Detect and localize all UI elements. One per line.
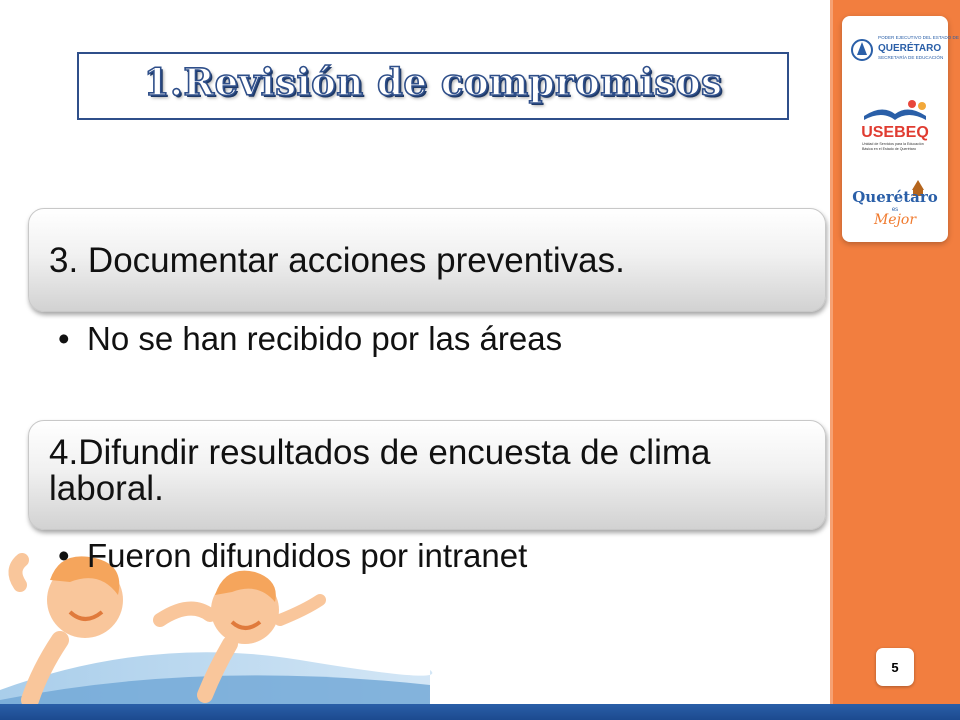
slide-title: 1.Revisión de compromisos (143, 60, 723, 104)
page-number: 5 (876, 648, 914, 686)
queretaro-es-mejor-logo (842, 176, 948, 232)
logo-text: es (891, 207, 899, 213)
logo-text: Básica en el Estado de Querétaro (862, 147, 916, 151)
title-box (77, 52, 789, 120)
logo-text: Querétaro (852, 188, 938, 206)
bullet-dot: • (58, 320, 70, 357)
logo-text: PODER EJECUTIVO DEL ESTADO DE (878, 35, 959, 40)
bullet-text: No se han recibido por las áreas (87, 320, 563, 357)
bottom-band (0, 704, 960, 720)
queretaro-government-logo (842, 28, 959, 72)
commitment-box-4 (28, 420, 826, 530)
logo-text: USEBEQ (861, 124, 929, 141)
bullet-text: Fueron difundidos por intranet (87, 537, 528, 574)
logo-text: Mejor (873, 212, 917, 228)
logo-text: QUERÉTARO (878, 43, 942, 54)
sidebar (830, 0, 960, 720)
usebeq-logo (842, 94, 948, 158)
commitment-heading: 3. Documentar acciones preventivas. (49, 241, 625, 280)
logo-card (842, 16, 959, 242)
commitment-heading: 4.Difundir resultados de encuesta de clima laboral. (49, 433, 711, 508)
bullet-dot: • (58, 537, 70, 574)
commitment-box-3 (28, 208, 826, 312)
logo-text: SECRETARÍA DE EDUCACIÓN (878, 55, 944, 60)
logo-text: Unidad de Servicios para la Educación (862, 142, 924, 146)
